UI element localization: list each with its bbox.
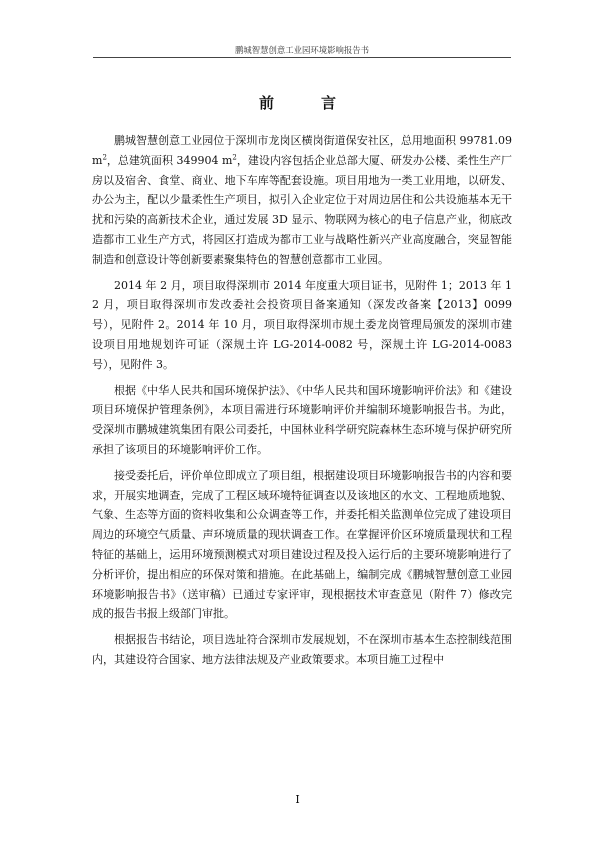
superscript-2: 2 [102, 153, 107, 162]
paragraph-5: 根据报告书结论，项目选址符合深圳市发展规划，不在深圳市基本生态控制线范围内，其建设符合国家、地方法律法规及产业政策要求。本项目施工过程中 [92, 633, 512, 666]
paragraph-2: 2014 年 2 月，项目取得深圳市 2014 年度重大项目证书，见附件 1；2013 年 12 月，项目取得深圳市发改委社会投资项目备案通知（深发改备案【2013】0099 号），见附件 2。2014 年 10 月，项目取得深圳市规土委龙岗管理局颁发的深圳市建设项目用地规划许可证（深规土许 LG-2014-0082 号，深规土许 LG-2014-0083 号），见附件 3。 [92, 278, 512, 371]
paragraph-1-text-b: ，总建筑面积 349904 m [106, 153, 233, 167]
superscript-2: 2 [232, 153, 237, 162]
header-divider [93, 57, 511, 58]
paragraph-1 [92, 131, 512, 270]
running-header: 鹏城智慧创意工业园环境影响报告书 [235, 45, 369, 55]
page-number: I [295, 793, 300, 806]
page-title: 前 言 [258, 94, 352, 112]
document-body [92, 131, 512, 676]
paragraph-1-text-c: ，建设内容包括企业总部大厦、研发办公楼、柔性生产厂房以及宿舍、食堂、商业、地下车库等配套设施。项目用地为一类工业用地，以研发、办公为主，配以少量柔性生产项目，拟引入企业定位于对周边居住和公共设施基本无干扰和污染的高新技术企业，通过发展 3D 显示、物联网为核心的电子信息产业，彻底改造都市工业生产方式，将园区打造成为都市工业与战略性新兴产业高度融合，突显智能制造和创意设计等创新要素聚集特色的智慧创意都市工业园。 [92, 153, 512, 266]
paragraph-1-text-a: 鹏城智慧创意工业园位于深圳市龙岗区横岗街道保安社区，总用地面积 99781.09m [92, 134, 512, 167]
paragraph-4: 接受委托后，评价单位即成立了项目组，根据建设项目环境影响报告书的内容和要求，开展实地调查，完成了工程区域环境特征调查以及该地区的水文、工程地质地貌、气象、生态等方面的资料收集和公众调查等工作，并委托相关监测单位完成了建设项目周边的环境空气质量、声环境质量的现状调查工作。在掌握评价区环境质量现状和工程特征的基础上，运用环境预测模式对项目建设过程及投入运行后的主要环境影响进行了分析评价，提出相应的环保对策和措施。在此基础上，编制完成《鹏城智慧创意工业园环境影响报告书》（送审稿）已通过专家评审，现根据技术审查意见（附件 7）修改完成的报告书报上级部门审批。 [92, 468, 512, 621]
paragraph-3: 根据《中华人民共和国环境保护法》、《中华人民共和国环境影响评价法》和《建设项目环境保护管理条例》，本项目需进行环境影响评价并编制环境影响报告书。为此，受深圳市鹏城建筑集团有限公司委托，中国林业科学研究院森林生态环境与保护研究所承担了该项目的环境影响评价工作。 [92, 383, 512, 456]
